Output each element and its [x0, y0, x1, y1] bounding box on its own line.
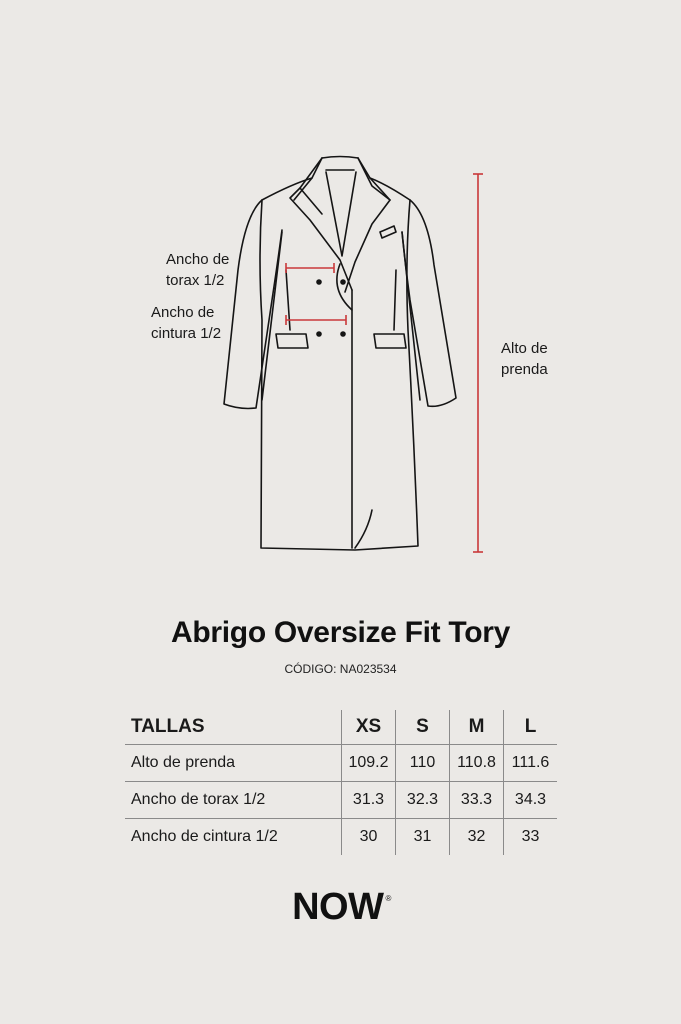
waist-width-label: Ancho de cintura 1/2	[151, 304, 222, 342]
right-lapel	[345, 158, 390, 292]
brand-logo: NOW ®	[292, 886, 391, 928]
chest-measure-line	[286, 263, 334, 273]
size-header-row	[125, 710, 557, 745]
table-cell: 34.3	[504, 782, 558, 819]
row-label: Alto de prenda	[125, 745, 342, 782]
row-label: Ancho de cintura 1/2	[125, 819, 342, 856]
table-cell: 33.3	[450, 782, 504, 819]
product-title: Abrigo Oversize Fit Tory	[171, 616, 510, 649]
buttons	[316, 279, 346, 337]
table-cell: 110	[396, 745, 450, 782]
row-label: Ancho de torax 1/2	[125, 782, 342, 819]
table-row	[125, 819, 557, 856]
table-row	[125, 782, 557, 819]
collar-back	[322, 157, 358, 159]
table-cell: 111.6	[504, 745, 558, 782]
chest-width-label: Ancho de torax 1/2	[166, 251, 230, 289]
table-cell: 32	[450, 819, 504, 856]
table-cell: 110.8	[450, 745, 504, 782]
table-cell: 32.3	[396, 782, 450, 819]
length-measure-line	[473, 174, 483, 552]
product-code: CÓDIGO: NA023534	[284, 662, 397, 676]
table-cell: 30	[342, 819, 396, 856]
coat-body-outline	[260, 200, 418, 550]
table-cell: 31.3	[342, 782, 396, 819]
size-xs-header: XS	[342, 710, 396, 745]
table-cell: 33	[504, 819, 558, 856]
table-row	[125, 745, 557, 782]
left-hip-pocket	[276, 334, 308, 348]
size-header-label: TALLAS	[131, 716, 205, 737]
registered-mark: ®	[385, 894, 391, 903]
chest-pocket	[380, 226, 396, 238]
size-s-header: S	[396, 710, 450, 745]
garment-length-label: Alto de prenda	[501, 340, 548, 378]
right-hip-pocket	[374, 334, 406, 348]
size-table	[125, 710, 557, 855]
left-lapel	[290, 158, 352, 290]
size-m-header: M	[450, 710, 504, 745]
left-shoulder	[262, 158, 322, 200]
waist-measure-line	[286, 315, 346, 325]
table-cell: 109.2	[342, 745, 396, 782]
table-cell: 31	[396, 819, 450, 856]
size-l-header: L	[504, 710, 558, 745]
